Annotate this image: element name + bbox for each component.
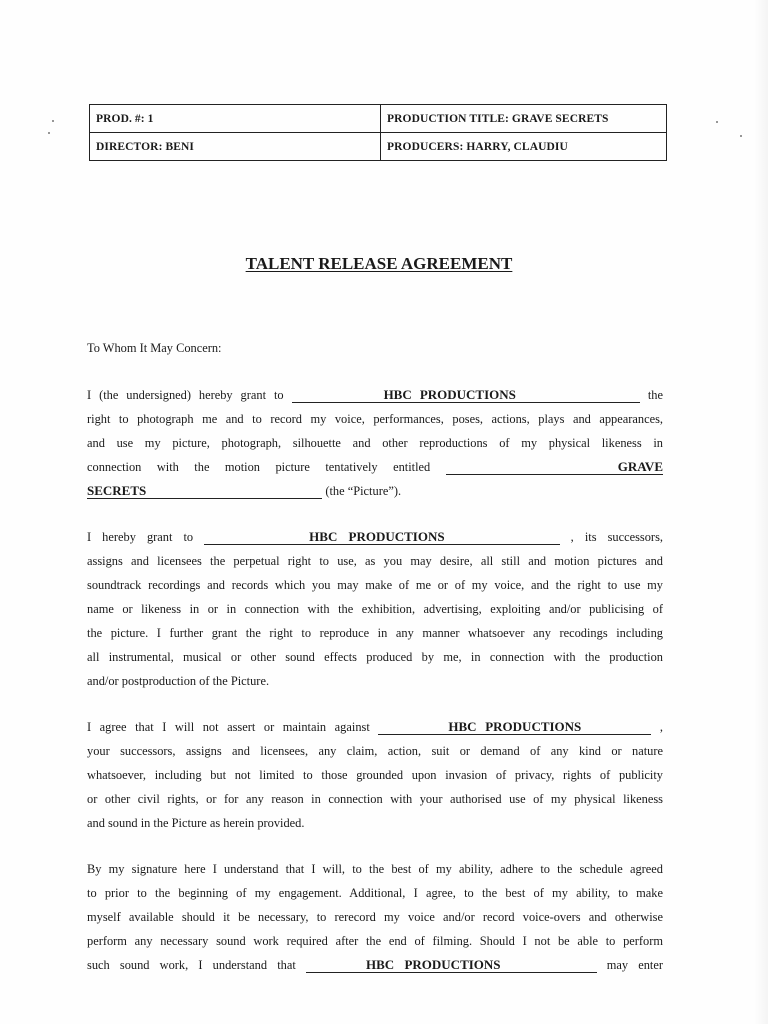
scan-speck (52, 120, 54, 122)
text-line: and/or postproduction of the Picture. (87, 674, 270, 688)
grantee-company: HBC PRODUCTIONS (306, 957, 597, 973)
text-line (87, 479, 663, 503)
text-line (87, 525, 663, 549)
text-line: all instrumental, musical or other sound effects produced by me, in connection with the production (87, 650, 663, 664)
producers-cell: PRODUCERS: HARRY, CLAUDIU (381, 133, 667, 161)
text-fragment: connection with the motion picture tentatively entitled (87, 460, 431, 474)
text-fragment: the (647, 388, 663, 402)
grantee-company: HBC PRODUCTIONS (292, 387, 640, 403)
text-line (87, 455, 663, 479)
document-body (87, 336, 663, 999)
document-title: TALENT RELEASE AGREEMENT (245, 254, 513, 273)
production-title-cell: PRODUCTION TITLE: GRAVE SECRETS (381, 105, 667, 133)
text-fragment: I (the undersigned) hereby grant to (87, 388, 284, 402)
text-line: and use my picture, photograph, silhouette and other reproductions of my physical likeness in (87, 436, 663, 450)
production-header-table (89, 104, 667, 161)
text-line: By my signature here I understand that I will, to the best of my ability, adhere to the schedule agreed (87, 862, 663, 876)
text-line: perform any necessary sound work required after the end of filming. Should I not be able to perform (87, 934, 663, 948)
salutation: To Whom It May Concern: (87, 341, 222, 355)
header-row (90, 105, 667, 133)
text-fragment: , (659, 720, 663, 734)
schedule-adherence-paragraph (87, 857, 663, 977)
text-line: name or likeness in or in connection with the exhibition, advertising, exploiting and/or publicising of (87, 602, 663, 616)
text-line: soundtrack recordings and records which you may make of me or of my voice, and the right to use my (87, 578, 663, 592)
text-fragment: I hereby grant to (87, 530, 194, 544)
text-fragment: (the “Picture”). (325, 484, 402, 498)
text-line: myself available should it be necessary, to rerecord my voice and/or record voice-overs and otherwise (87, 910, 663, 924)
director-cell: DIRECTOR: BENI (90, 133, 381, 161)
text-fragment: may enter (606, 958, 663, 972)
text-fragment: such sound work, I understand that (87, 958, 296, 972)
text-line: or other civil rights, or for any reason in connection with your authorised use of my physical likeness (87, 792, 663, 806)
text-fragment: I agree that I will not assert or maintain against (87, 720, 370, 734)
grant-of-rights-paragraph (87, 383, 663, 503)
waiver-of-claims-paragraph (87, 715, 663, 835)
text-line (87, 953, 663, 977)
text-line: to prior to the beginning of my engagement. Additional, I agree, to the best of my ability, to make (87, 886, 663, 900)
text-line: assigns and licensees the perpetual right to use, as you may desire, all still and motion pictures and (87, 554, 663, 568)
scan-speck (48, 132, 50, 134)
text-line: your successors, assigns and licensees, any claim, action, suit or demand of any kind or nature (87, 744, 663, 758)
header-row (90, 133, 667, 161)
scan-speck (716, 121, 718, 123)
text-line: and sound in the Picture as herein provided. (87, 816, 305, 830)
text-line (87, 715, 663, 739)
text-line: the picture. I further grant the right to reproduce in any manner whatsoever any recodings including (87, 626, 663, 640)
text-fragment: , its successors, (570, 530, 663, 544)
perpetual-use-paragraph (87, 525, 663, 693)
scan-speck (740, 135, 742, 137)
scan-edge (754, 0, 768, 1024)
prod-number-cell: PROD. #: 1 (90, 105, 381, 133)
picture-title-part: SECRETS (87, 483, 322, 499)
grantee-company: HBC PRODUCTIONS (204, 529, 559, 545)
grantee-company: HBC PRODUCTIONS (378, 719, 651, 735)
picture-title-part: GRAVE (446, 459, 663, 475)
text-line (87, 383, 663, 407)
text-line: right to photograph me and to record my voice, performances, poses, actions, plays and appearances, (87, 412, 663, 426)
text-line: whatsoever, including but not limited to those grounded upon invasion of privacy, rights of publicity (87, 768, 663, 782)
